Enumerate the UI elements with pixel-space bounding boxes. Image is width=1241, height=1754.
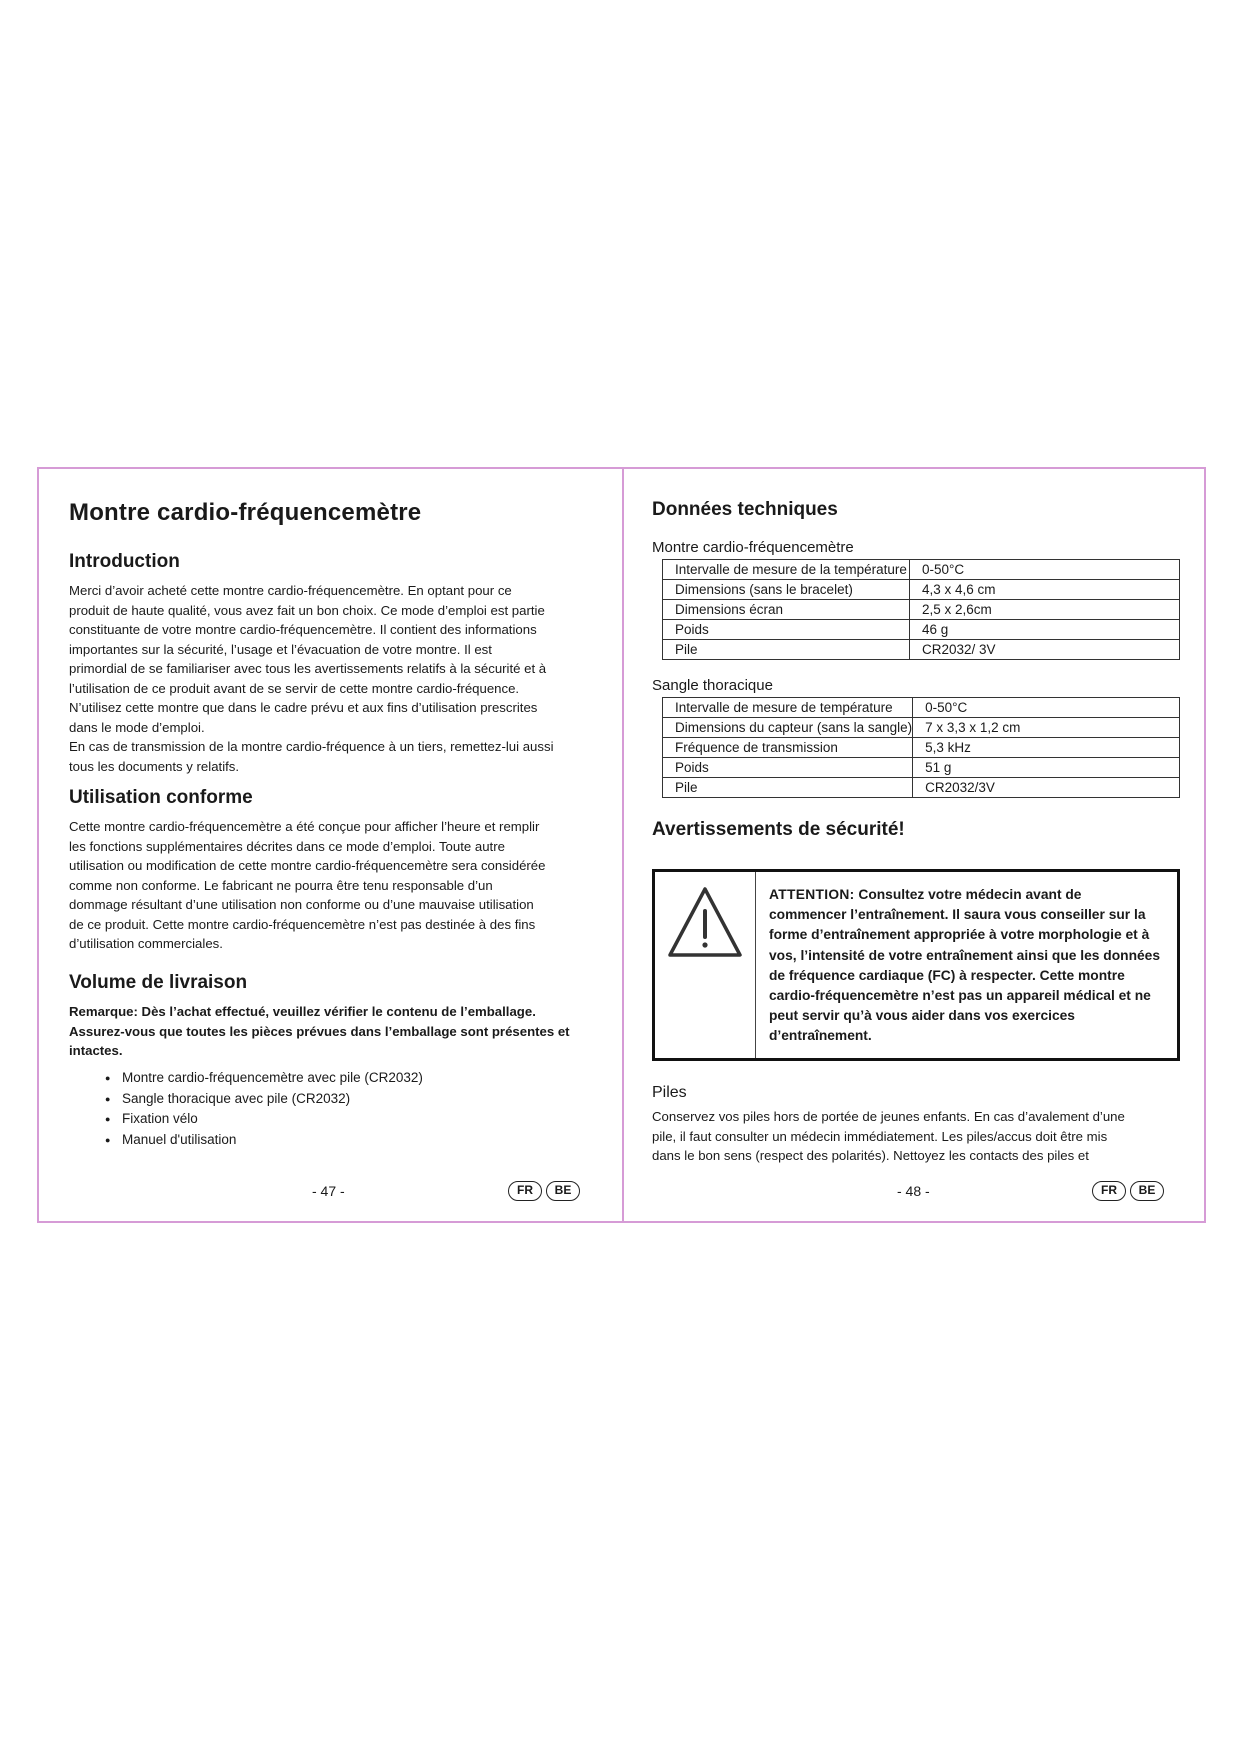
right-page <box>652 469 1180 1221</box>
watch-table-caption: Montre cardio-fréquencemètre <box>652 539 854 556</box>
safety-heading: Avertissements de sécurité! <box>652 819 905 840</box>
strap-table-caption: Sangle thoracique <box>652 677 773 694</box>
livraison-heading: Volume de livraison <box>69 972 248 993</box>
warning-box <box>652 869 1180 1061</box>
utilisation-heading: Utilisation conforme <box>69 787 253 808</box>
piles-text: Conservez vos piles hors de portée de jeunes enfants. En cas d’avalement d’une pile, il faut consulter un médecin immédiatement. Les piles/accus doit être mis dans le bon sens (respect des polarités). Nettoyez les contacts des piles et <box>652 1109 1125 1163</box>
introduction-text: Merci d’avoir acheté cette montre cardio-fréquencemètre. En optant pour ce produit de haute qualité, vous avez fait un bon choix. Ce mode d’emploi est partie constituante de votre montre cardio-fréquencemètre. Il contient des informations importantes sur la sécurité, l’usage et l’évacuation de votre montre. Il est primordial de se familiariser avec tous les avertissements relatifs à la sécurité et à l’utilisation de ce produit avant de se servir de cette montre cardio-fréquence. N’utilisez cette montre que dans le cadre prévu et aux fins d’utilisation prescrites dans le mode d’emploi. En cas de transmission de la montre cardio-fréquence à un tiers, remettez-lui aussi tous les documents y relatifs. <box>69 583 554 774</box>
piles-heading: Piles <box>652 1084 687 1101</box>
table-row: Pile CR2032/ 3V <box>663 640 1180 660</box>
page-title: Montre cardio-fréquencemètre <box>69 499 422 526</box>
table-row: Dimensions écran 2,5 x 2,6cm <box>663 600 1180 620</box>
strap-specs-table <box>662 697 1180 798</box>
warning-triangle-icon <box>666 885 744 959</box>
language-badge-fr: FR <box>1092 1181 1126 1201</box>
table-row: Poids 46 g <box>663 620 1180 640</box>
page-number: - 48 - <box>897 1183 930 1199</box>
delivery-list <box>105 1068 423 1150</box>
warning-icon-cell <box>655 872 756 1058</box>
warning-label: ATTENTION: <box>769 887 855 902</box>
introduction-heading: Introduction <box>69 551 180 572</box>
table-row: Pile CR2032/3V <box>663 778 1180 798</box>
livraison-remark: Remarque: Dès l’achat effectué, veuillez vérifier le contenu de l’emballage. Assurez-vous que toutes les pièces prévues dans l’emballage sont présentes et intactes. <box>69 1004 570 1058</box>
table-row: Intervalle de mesure de température 0-50°C <box>663 698 1180 718</box>
table-row: Fréquence de transmission 5,3 kHz <box>663 738 1180 758</box>
left-page <box>69 469 599 1221</box>
list-item: ● Manuel d'utilisation <box>105 1130 423 1151</box>
list-item: ● Fixation vélo <box>105 1109 423 1130</box>
table-row: Poids 51 g <box>663 758 1180 778</box>
page-divider <box>622 469 624 1221</box>
language-badge-fr: FR <box>508 1181 542 1201</box>
manual-spread <box>37 467 1206 1223</box>
page-number: - 47 - <box>312 1183 345 1199</box>
table-row: Intervalle de mesure de la température 0-50°C <box>663 560 1180 580</box>
language-badge-be: BE <box>546 1181 580 1201</box>
warning-text: ATTENTION: Consultez votre médecin avant de commencer l’entraînement. Il saura vous conseiller sur la forme d’entraînement appropriée à votre morphologie et à vos, l’intensité de votre entraînement ainsi que les données de fréquence cardiaque (FC) à respecter. Cette montre cardio-fréquencemètre n’est pas un appareil médical et ne peut servir qu’à vous aider dans vos exercices d’entraînement. <box>769 887 1161 1044</box>
language-badge-be: BE <box>1130 1181 1164 1201</box>
technical-data-heading: Données techniques <box>652 499 838 520</box>
list-item: ● Sangle thoracique avec pile (CR2032) <box>105 1089 423 1110</box>
table-row: Dimensions du capteur (sans la sangle) 7 x 3,3 x 1,2 cm <box>663 718 1180 738</box>
list-item: ● Montre cardio-fréquencemètre avec pile (CR2032) <box>105 1068 423 1089</box>
watch-specs-table <box>662 559 1180 660</box>
table-row: Dimensions (sans le bracelet) 4,3 x 4,6 cm <box>663 580 1180 600</box>
utilisation-text: Cette montre cardio-fréquencemètre a été conçue pour afficher l’heure et remplir les fonctions supplémentaires décrites dans ce mode d’emploi. Toute autre utilisation ou modification de cette montre cardio-fréquencemètre sera considérée comme non conforme. Le fabricant ne pourra être tenu responsable d’un dommage résultant d’une utilisation non conforme ou d’une mauvaise utilisation de ce produit. Cette montre cardio-fréquencemètre n’est pas destinée à des fins d’utilisation commerciales. <box>69 819 546 951</box>
